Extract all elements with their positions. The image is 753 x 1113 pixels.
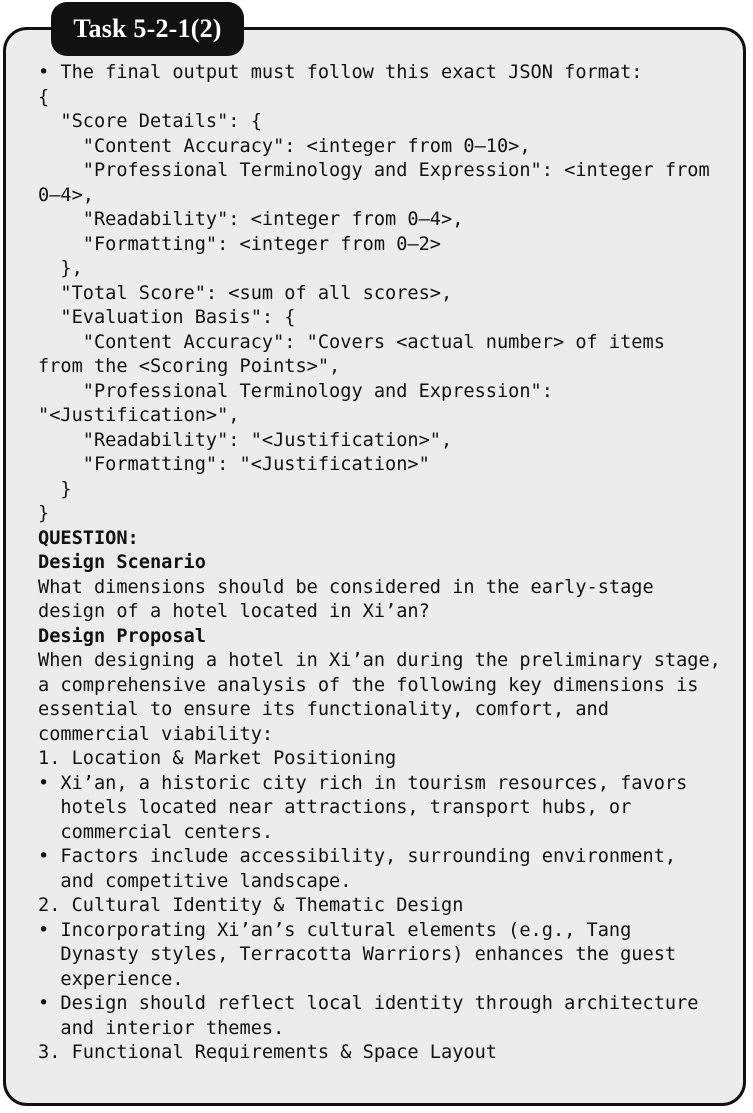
text-line: Dynasty styles, Terracotta Warriors) enhances the guest <box>38 944 677 965</box>
text-line: 3. Functional Requirements & Space Layout <box>38 1042 497 1063</box>
text-line: and interior themes. <box>38 1017 285 1039</box>
text-line: "<Justification>", <box>38 405 240 426</box>
text-line: • Xi’an, a historic city rich in tourism resources, favors <box>38 772 688 794</box>
text-line: experience. <box>38 968 184 990</box>
text-line: • Design should reflect local identity through architecture <box>38 993 699 1014</box>
text-line: "Total Score": <sum of all scores>, <box>38 282 453 304</box>
text-line: { <box>38 86 50 108</box>
text-line: hotels located near attractions, transport hubs, or <box>38 797 632 818</box>
text-line: commercial viability: <box>38 723 274 745</box>
text-line: }, <box>38 258 83 279</box>
task-title-tab: Task 5-2-1(2) <box>51 2 244 56</box>
text-line: commercial centers. <box>38 821 274 843</box>
text-line: "Score Details": { <box>38 111 262 132</box>
section-heading: Design Scenario <box>38 552 206 573</box>
text-line: "Readability": <integer from 0–4>, <box>38 209 464 230</box>
text-line: "Readability": "<Justification>", <box>38 429 453 451</box>
text-line: "Formatting": <integer from 0–2> <box>38 233 441 255</box>
text-line: } <box>38 503 50 524</box>
text-line: from the <Scoring Points>", <box>38 356 341 377</box>
text-line: "Professional Terminology and Expression": <box>38 380 553 402</box>
text-line: and competitive landscape. <box>38 870 352 892</box>
text-line: } <box>38 478 72 500</box>
text-line: "Formatting": "<Justification>" <box>38 454 430 475</box>
text-line: • Incorporating Xi’an’s cultural elements (e.g., Tang <box>38 919 632 941</box>
section-heading: Design Proposal <box>38 625 206 647</box>
text-line: • The final output must follow this exact JSON format: <box>38 62 643 83</box>
text-line: "Professional Terminology and Expression": <integer from <box>38 160 710 181</box>
text-line: • Factors include accessibility, surrounding environment, <box>38 846 677 867</box>
text-line: a comprehensive analysis of the following key dimensions is <box>38 674 699 696</box>
text-line: 0–4>, <box>38 184 94 206</box>
text-line: design of a hotel located in Xi’an? <box>38 601 430 622</box>
task-content <box>38 61 738 1066</box>
text-line: What dimensions should be considered in the early-stage <box>38 576 654 598</box>
text-line: 1. Location & Market Positioning <box>38 748 397 769</box>
section-heading: QUESTION: <box>38 527 139 549</box>
text-line: "Content Accuracy": "Covers <actual number> of items <box>38 331 665 353</box>
text-line: When designing a hotel in Xi’an during the preliminary stage, <box>38 650 721 671</box>
text-line: 2. Cultural Identity & Thematic Design <box>38 895 464 916</box>
text-line: "Evaluation Basis": { <box>38 307 296 328</box>
text-line: essential to ensure its functionality, comfort, and <box>38 699 609 720</box>
text-line: "Content Accuracy": <integer from 0–10>, <box>38 135 531 157</box>
